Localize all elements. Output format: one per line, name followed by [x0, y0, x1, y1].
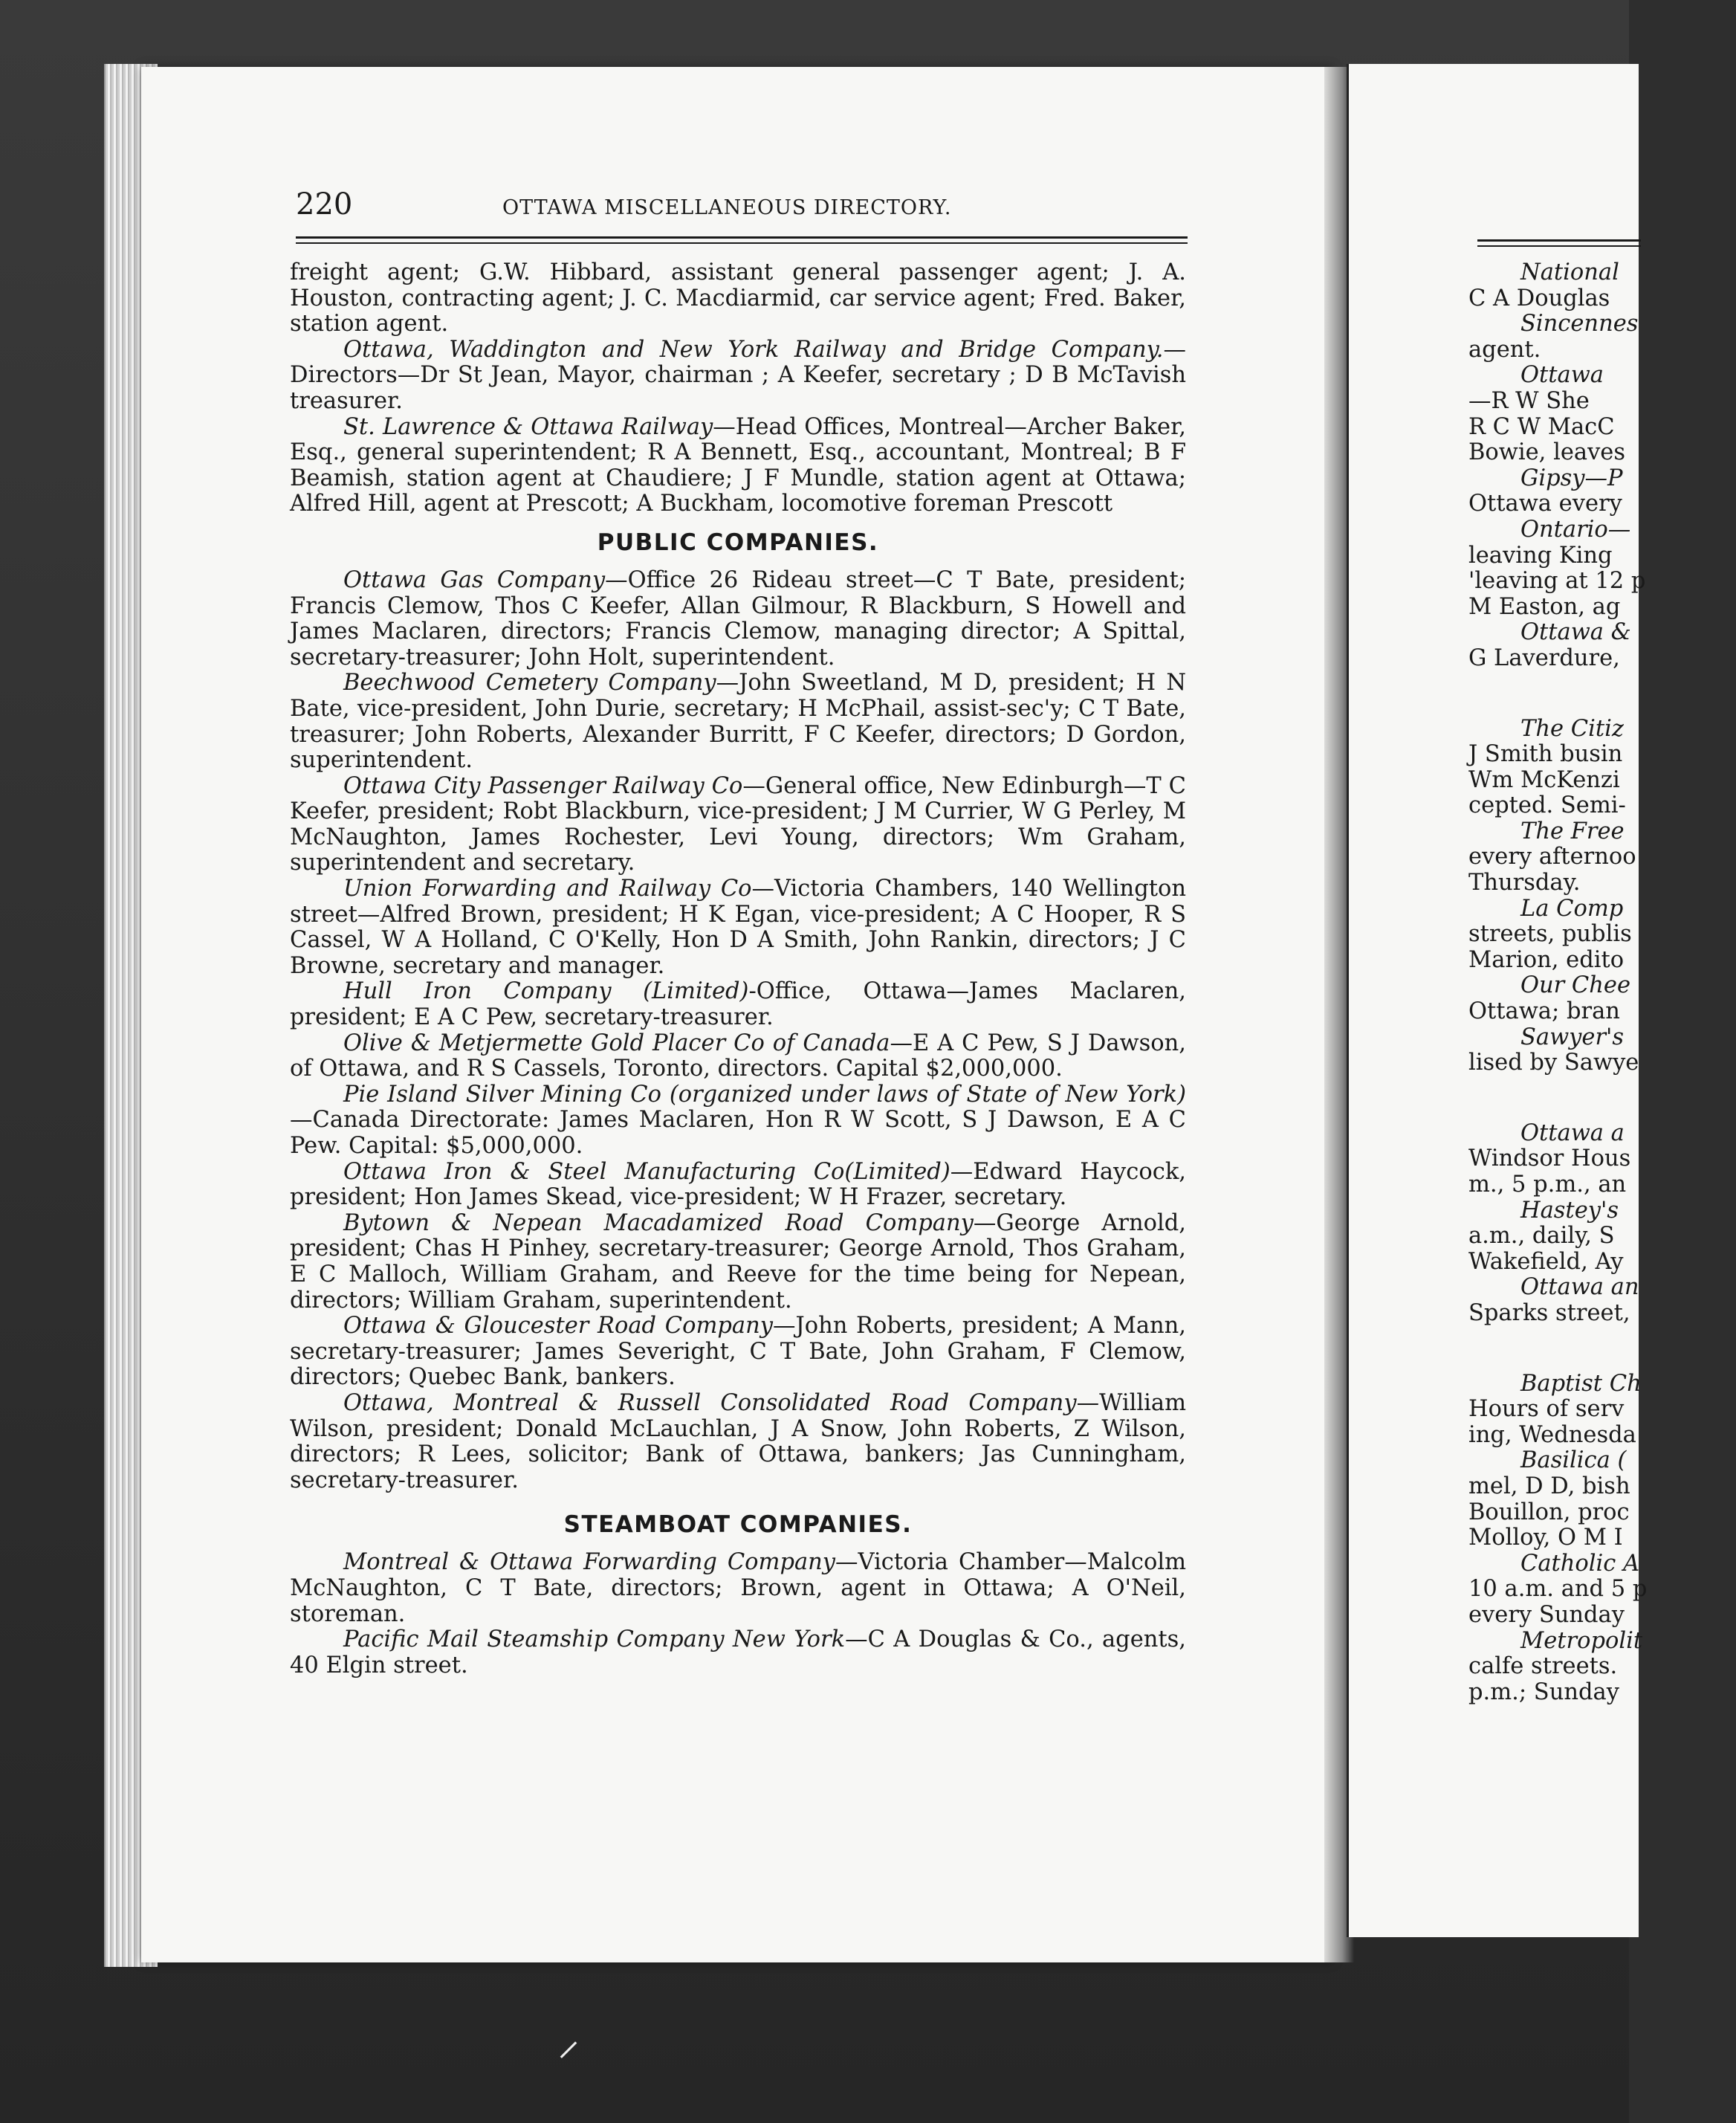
right-page-line: The Free — [1520, 818, 1625, 844]
right-page-line: Ottawa; bran — [1468, 998, 1620, 1025]
right-page-line: Metropolit — [1520, 1627, 1643, 1654]
left-column — [290, 260, 1186, 1678]
right-page-line: Molloy, O M I — [1468, 1525, 1623, 1551]
entry: Montreal & Ottawa Forwarding Company—Victoria Chamber—Malcolm McNaughton, C T Bate, directors; Brown, agent in Ottawa; A O'Neil, storeman. — [290, 1549, 1186, 1627]
section-heading-public-companies: PUBLIC COMPANIES. — [597, 529, 879, 556]
section-gap — [1468, 672, 1736, 717]
right-page-line: ing, Wednesda — [1468, 1421, 1636, 1448]
right-page-line: streets, publis — [1468, 921, 1632, 948]
scan-mark: ⸝ — [557, 2014, 580, 2066]
right-page-line: Marion, edito — [1468, 946, 1625, 973]
right-page-line: Basilica ( — [1520, 1447, 1627, 1474]
right-page-line: mel, D D, bish — [1468, 1473, 1630, 1499]
right-page-line: Ontario— — [1520, 516, 1631, 543]
right-page-line: M Easton, ag — [1468, 593, 1621, 620]
right-page-line: The Citiz — [1520, 715, 1624, 742]
entry: Union Forwarding and Railway Co—Victoria Chambers, 140 Wellington street—Alfred Brown, president; H K Egan, vice-president; A C Hooper, R S Cassel, W A Holland, C O'Kelly, Hon D A Smith, John Rankin, directors; J C Browne, secretary and manager. — [290, 876, 1186, 979]
right-page-line: G Laverdure, — [1468, 644, 1620, 671]
right-page-line: Wm McKenzi — [1468, 766, 1620, 793]
right-column-fragment — [1468, 260, 1736, 1705]
right-page-line: Sparks street, — [1468, 1299, 1630, 1326]
right-page-line: cepted. Semi- — [1468, 792, 1626, 819]
entry: Ottawa & Gloucester Road Company—John Roberts, president; A Mann, secretary-treasurer; James Severight, C T Bate, John Graham, F Clemow, directors; Quebec Bank, bankers. — [290, 1313, 1186, 1391]
entry: Ottawa Iron & Steel Manufacturing Co(Limited)—Edward Haycock, president; Hon James Skead, vice-president; W H Frazer, secretary. — [290, 1158, 1186, 1211]
entry: Bytown & Nepean Macadamized Road Company—George Arnold, president; Chas H Pinhey, secretary-treasurer; George Arnold, Thos Graham, E C Malloch, William Graham, and Reeve for the time being for Nepean, directors; William Graham, superintendent. — [290, 1209, 1186, 1313]
entry: freight agent; G.W. Hibbard, assistant general passenger agent; J. A. Houston, contracting agent; J. C. Macdiarmid, car service agent; Fred. Baker, station agent. — [290, 259, 1186, 337]
entry: Olive & Metjermette Gold Placer Co of Canada—E A C Pew, S J Dawson, of Ottawa, and R S Cassels, Toronto, directors. Capital $2,000,000. — [290, 1030, 1186, 1082]
header-rule — [296, 236, 1188, 239]
right-page-line: Baptist Ch — [1520, 1370, 1642, 1397]
section-heading-steamboat-companies: STEAMBOAT COMPANIES. — [563, 1511, 913, 1539]
right-page-line: calfe streets. — [1468, 1653, 1618, 1680]
right-page-line: C A Douglas — [1468, 285, 1610, 311]
right-page-line: Wakefield, Ay — [1468, 1248, 1624, 1275]
right-page-line: every Sunday — [1468, 1601, 1625, 1628]
right-page-line: Hastey's — [1520, 1197, 1619, 1224]
right-page-line: a.m., daily, S — [1468, 1223, 1615, 1250]
right-page-line: Ottawa — [1520, 362, 1604, 389]
entry: Hull Iron Company (Limited)-Office, Ottawa—James Maclaren, president; E A C Pew, secretary-treasurer. — [290, 978, 1186, 1031]
page-number: 220 — [296, 187, 353, 222]
right-page-line: Ottawa a — [1520, 1119, 1625, 1146]
right-page-line: 'leaving at 12 p — [1468, 568, 1646, 595]
section-gap — [1468, 1327, 1736, 1371]
right-page-line: Ottawa every — [1468, 491, 1622, 517]
right-page-line: La Comp — [1520, 895, 1624, 922]
entry: Ottawa, Montreal & Russell Consolidated Road Company—William Wilson, president; Donald McLauchlan, J A Snow, John Roberts, Z Wilson, directors; R Lees, solicitor; Bank of Ottawa, bankers; Jas Cunningham, secretary-treasurer. — [290, 1389, 1186, 1493]
right-page-line: Catholic A — [1520, 1550, 1640, 1577]
entry: Pie Island Silver Mining Co (organized under laws of State of New York)—Canada Directorate: James Maclaren, Hon R W Scott, S J Dawson, E A C Pew. Capital: $5,000,000. — [290, 1081, 1186, 1159]
right-page-line: Bowie, leaves — [1468, 439, 1625, 466]
right-page-line: Sawyer's — [1520, 1024, 1625, 1050]
right-page-line: agent. — [1468, 336, 1541, 363]
right-header-rule-thin — [1477, 245, 1641, 247]
right-page-line: Hours of serv — [1468, 1396, 1625, 1423]
entry: Beechwood Cemetery Company—John Sweetland, M D, president; H N Bate, vice-president, John Durie, secretary; H McPhail, assist-sec'y; C T Bate, treasurer; John Roberts, Alexander Burritt, F C Keefer, directors; D Gordon, superintendent. — [290, 670, 1187, 774]
right-page-line: m., 5 p.m., an — [1468, 1172, 1627, 1198]
right-page-line: —R W She — [1468, 387, 1590, 414]
right-page-line: Windsor Hous — [1468, 1145, 1631, 1172]
right-page-line: p.m.; Sunday — [1468, 1678, 1619, 1705]
right-page-line: leaving King — [1468, 542, 1613, 569]
entry: Pacific Mail Steamship Company New York—C A Douglas & Co., agents, 40 Elgin street. — [290, 1626, 1186, 1678]
header-rule-thin — [296, 242, 1188, 244]
right-page-line: J Smith busin — [1468, 741, 1623, 768]
entry: Ottawa, Waddington and New York Railway and Bridge Company.—Directors—Dr St Jean, Mayor, chairman ; A Keefer, secretary ; D B McTavish treasurer. — [290, 336, 1186, 414]
right-page-line: Sincennes — [1520, 311, 1639, 337]
right-header-rule — [1477, 239, 1641, 242]
right-page-line: Ottawa & — [1520, 619, 1631, 646]
page-header — [296, 187, 1188, 232]
section-gap — [1468, 1076, 1736, 1121]
right-page-line: Our Chee — [1520, 972, 1631, 999]
right-page-line: every afternoo — [1468, 844, 1636, 870]
entry: St. Lawrence & Ottawa Railway—Head Offices, Montreal—Archer Baker, Esq., general superintendent; R A Bennett, Esq., accountant, Montreal; B F Beamish, station agent at Chaudiere; J F Mundle, station agent at Ottawa; Alfred Hill, agent at Prescott; A Buckham, locomotive foreman Prescott — [290, 413, 1186, 517]
right-page-line: R C W MacC — [1468, 413, 1615, 440]
right-page-line: lised by Sawye — [1468, 1050, 1639, 1076]
entry: Ottawa City Passenger Railway Co—General office, New Edinburgh—T C Keefer, president; Robt Blackburn, vice-president; J M Currier, W G Perley, M McNaughton, James Rochester, Levi Young, directors; Wm Graham, superintendent and secretary. — [290, 772, 1186, 876]
right-page-line: Bouillon, proc — [1468, 1499, 1630, 1525]
right-page-line: National — [1520, 259, 1619, 285]
right-page-line: Ottawa an — [1520, 1274, 1639, 1301]
entry: Ottawa Gas Company—Office 26 Rideau street—C T Bate, president; Francis Clemow, Thos C Keefer, Allan Gilmour, R Blackburn, S Howell and James Maclaren, directors; Francis Clemow, managing director; A Spittal, secretary-treasurer; John Holt, superintendent. — [290, 566, 1186, 670]
right-page-line: 10 a.m. and 5 p — [1468, 1576, 1648, 1603]
running-title: OTTAWA MISCELLANEOUS DIRECTORY. — [502, 196, 952, 219]
right-page-line: Thursday. — [1468, 870, 1581, 896]
right-page-line: Gipsy—P — [1520, 465, 1623, 491]
